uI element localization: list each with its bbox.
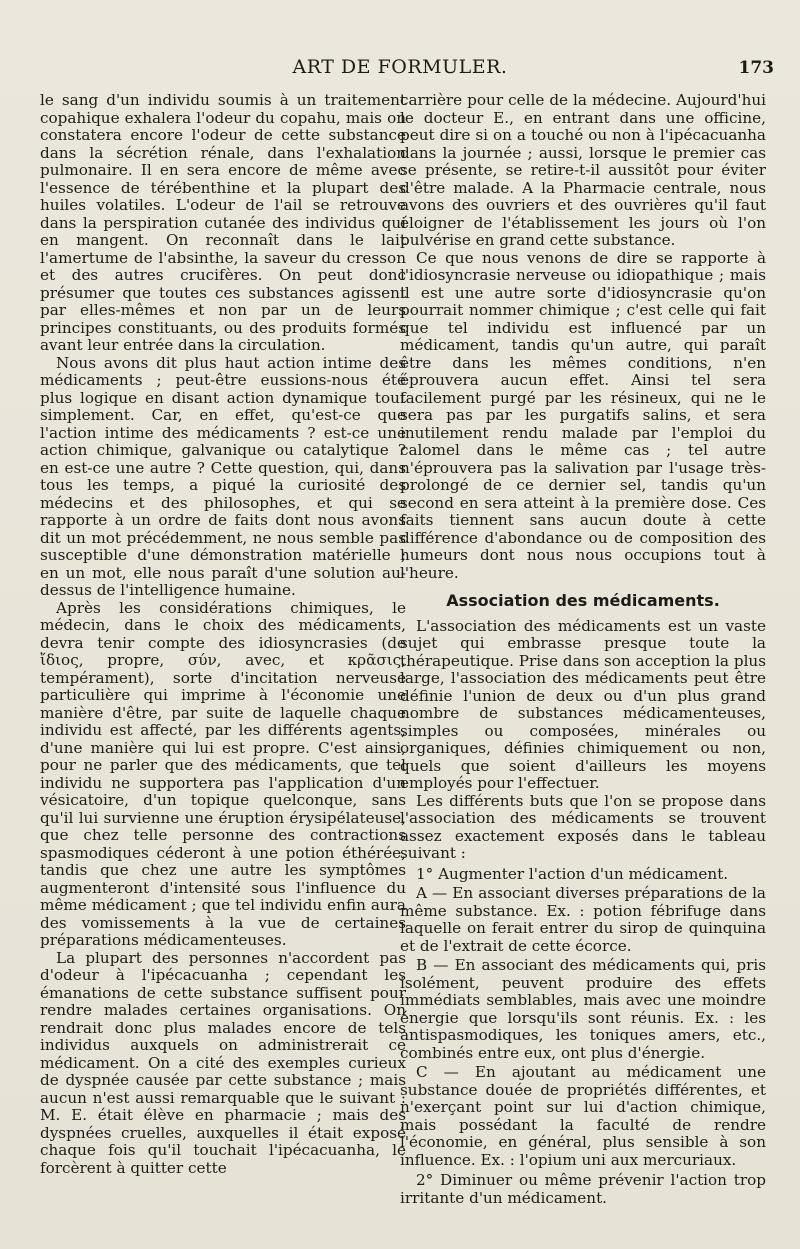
section-heading: Association des médicaments. xyxy=(446,591,720,610)
paragraph: Les différents buts que l'on se propose dans l'association des médicaments se trouvent assez exactement exposés dans le tableau suivant : xyxy=(400,791,766,862)
paragraph: carrière pour celle de la médecine. Aujourd'hui le docteur E., en entrant dans une officine, peut dire si on a touché ou non à l'ipécacuanha dans la journée ; aussi, lorsque le premier cas se présente, se retire-t-il aussitôt pour éviter d'être malade. A la Pharmacie centrale, nous avons des ouvriers et des ouvrières qu'il faut éloigner de l'établissement les jours où l'on pulvérise en grand cette substance. xyxy=(400,91,766,249)
list-item: A — En associant diverses préparations de la même substance. Ex. : potion fébrifuge dans laquelle on ferait entrer du sirop de quinquina et de l'extrait de cette écorce. xyxy=(400,884,766,955)
running-title: ART DE FORMULER. xyxy=(292,56,508,78)
paragraph: Après les considérations chimiques, le médecin, dans le choix des médicaments, devra tenir compte des idiosyncrasies (de ἴδιος, propre, σύν, avec, et κρᾶσις, tempérament), sorte d'incitation nerveuse particulière qui imprime à l'économie une manière d'être, par suite de laquelle chaque individu est affecté, par les différents agents, d'une manière qui lui est propre. C'est ainsi, pour ne parler que des médicaments, que tel individu ne supportera pas l'application d'un vésicatoire, d'un topique quelconque, sans qu'il lui survienne une éruption érysipélateuse, que chez telle personne des contractions spasmodiques céderont à une potion éthérée, tandis que chez une autre les symptômes augmenteront d'intensité sous l'influence du même médicament ; que tel individu enfin aura des vomissements à la vue de certaines préparations médicamenteuses. xyxy=(40,598,406,949)
numbered-subheading: 2° Diminuer ou même prévenir l'action trop irritante d'un médicament. xyxy=(400,1171,766,1207)
left-column xyxy=(40,92,406,1177)
page-header xyxy=(0,56,800,80)
list-item: C — En ajoutant au médicament une substance douée de propriétés différentes, et n'exerçant point sur lui d'action chimique, mais possédant la faculté de rendre l'économie, en général, plus sensible à son influence. Ex. : l'opium uni aux mercuriaux. xyxy=(400,1063,766,1169)
numbered-subheading: 1° Augmenter l'action d'un médicament. xyxy=(416,864,729,883)
paragraph: le sang d'un individu soumis à un traitement copahique exhalera l'odeur du copahu, mais on constatera encore l'odeur de cette substance dans la sécrétion rénale, dans l'exhalation pulmonaire. Il en sera encore de même avec l'essence de térébenthine et la plupart des huiles volatiles. L'odeur de l'ail se retrouve dans la perspiration cutanée des individus qui en mangent. On reconnaît dans le lait l'amertume de l'absinthe, la saveur du cresson et des autres crucifères. On peut donc présumer que toutes ces substances agissent par elles-mêmes et non par un de leurs principes constituants, ou des produits formés avant leur entrée dans la circulation. xyxy=(40,91,406,354)
page-number: 173 xyxy=(738,58,774,78)
list-item: B — En associant des médicaments qui, pris isolément, peuvent produire des effets immédiats semblables, mais avec une moindre énergie que lorsqu'ils sont réunis. Ex. : les antispasmodiques, les toniques amers, etc., combinés entre eux, ont plus d'énergie. xyxy=(400,956,766,1062)
paragraph: Ce que nous venons de dire se rapporte à l'idiosyncrasie nerveuse ou idiopathique ; mais il est une autre sorte d'idiosyncrasie qu'on pourrait nommer chimique ; c'est celle qui fait que tel individu est influencé par un médicament, tandis qu'un autre, qui paraît être dans les mêmes conditions, n'en éprouvera aucun effet. Ainsi tel sera facilement purgé par les résineux, qui ne le sera pas par les purgatifs salins, et sera inutilement rendu malade par l'emploi du calomel dans le même cas ; tel autre n'éprouvera pas la salivation par l'usage très-prolongé de ce dernier sel, tandis qu'un second en sera atteint à la première dose. Ces faits tiennent sans aucun doute à cette différence d'abondance ou de composition des humeurs dont nous nous occupions tout à l'heure. xyxy=(400,248,766,582)
paragraph: La plupart des personnes n'accordent pas d'odeur à l'ipécacuanha ; cependant les émanations de cette substance suffisent pour rendre malades certaines organisations. On rendrait donc plus malades encore de tels individus auxquels on administrerait ce médicament. On a cité des exemples curieux de dyspnée causée par cette substance ; mais aucun n'est aussi remarquable que le suivant : M. E. était élève en pharmacie ; mais des dyspnées cruelles, auxquelles il était exposé chaque fois qu'il touchait l'ipécacuanha, le forcèrent à quitter cette xyxy=(40,948,406,1177)
paragraph: Nous avons dit plus haut action intime des médicaments ; peut-être eussions-nous été plus logique en disant action dynamique tout simplement. Car, en effet, qu'est-ce que l'action intime des médicaments ? est-ce une action chimique, galvanique ou catalytique ? en est-ce une autre ? Cette question, qui, dans tous les temps, a piqué la curiosité des médecins et des philosophes, et qui se rapporte à un ordre de faits dont nous avons dit un mot précédemment, ne nous semble pas susceptible d'une démonstration matérielle ; en un mot, elle nous paraît d'une solution au-dessus de l'intelligence humaine. xyxy=(40,353,406,599)
right-column xyxy=(400,92,766,1207)
paragraph: L'association des médicaments est un vaste sujet qui embrasse presque toute la thérapeutique. Prise dans son acception la plus large, l'association des médicaments peut être définie l'union de deux ou d'un plus grand nombre de substances médicamenteuses, simples ou composées, minérales ou organiques, définies chimiquement ou non, quels que soient d'ailleurs les moyens employés pour l'effectuer. xyxy=(400,616,766,792)
